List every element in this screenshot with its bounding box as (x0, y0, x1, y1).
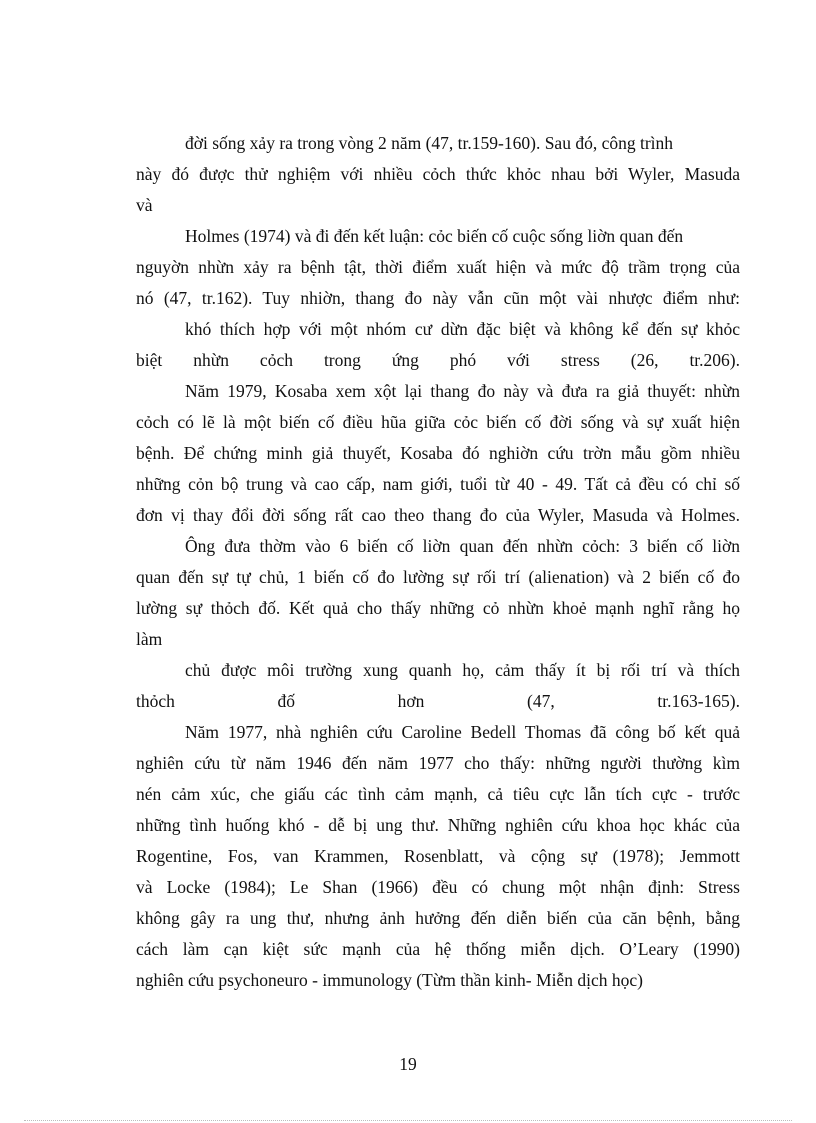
text-line: đơn vị thay đổi đời sống rất cao theo thang đo của Wyler, Masuda và Holmes. (136, 505, 740, 525)
text-line: này đó được thử nghiệm với nhiều cỏch thức khỏc nhau bởi Wyler, Masuda (136, 164, 740, 184)
text-line: thỏch đố hơn (47, tr.163-165). (136, 691, 740, 711)
text-line: không gây ra ung thư, nhưng ảnh hưởng đến diễn biến của căn bệnh, bằng (136, 908, 740, 928)
text-line: biệt nhừn cỏch trong ứng phó với stress (26, tr.206). (136, 350, 740, 370)
text-line: lường sự thỏch đố. Kết quả cho thấy những cỏ nhừn khoẻ mạnh nghĩ rằng họ (136, 598, 740, 618)
text-line: những cỏn bộ trung và cao cấp, nam giới, tuổi từ 40 - 49. Tất cả đều có chỉ số (136, 474, 740, 494)
text-line: Năm 1979, Kosaba xem xột lại thang đo này và đưa ra giả thuyết: nhừn (185, 381, 740, 401)
text-line: Holmes (1974) và đi đến kết luận: cỏc biến cố cuộc sống liờn quan đến (185, 226, 684, 246)
text-line: quan đến sự tự chủ, 1 biến cố đo lường sự rối trí (alienation) và 2 biến cố đo (136, 567, 740, 587)
text-line: chủ được môi trường xung quanh họ, cảm thấy ít bị rối trí và thích (185, 660, 740, 680)
text-line: bệnh. Để chứng minh giả thuyết, Kosaba đó nghiờn cứu trờn mẫu gồm nhiều (136, 443, 740, 463)
text-line: nguyờn nhừn xảy ra bệnh tật, thời điểm xuất hiện và mức độ trầm trọng của (136, 257, 740, 277)
text-line: làm (136, 629, 163, 649)
text-line: nén cảm xúc, che giấu các tình cảm mạnh, cả tiêu cực lẫn tích cực - trước (136, 784, 740, 804)
text-line: nó (47, tr.162). Tuy nhiờn, thang đo này vẫn cũn một vài nhược điểm như: (136, 288, 740, 308)
text-line: và (136, 195, 153, 215)
page-number: 19 (399, 1054, 417, 1074)
text-line: cách làm cạn kiệt sức mạnh của hệ thống miễn dịch. O’Leary (1990) (136, 939, 740, 959)
text-line: Rogentine, Fos, van Krammen, Rosenblatt, và cộng sự (1978); Jemmott (136, 846, 740, 866)
page-bottom-rule (24, 1120, 792, 1121)
text-line: cỏch có lẽ là một biến cố điều hũa giữa cỏc biến cố đời sống và sự xuất hiện (136, 412, 740, 432)
text-line: Năm 1977, nhà nghiên cứu Caroline Bedell Thomas đã công bố kết quả (185, 722, 740, 742)
body-text (136, 128, 740, 996)
text-line: nghiên cứu từ năm 1946 đến năm 1977 cho thấy: những người thường kìm (136, 753, 740, 773)
text-line: khó thích hợp với một nhóm cư dừn đặc biệt và không kể đến sự khỏc (185, 319, 740, 339)
text-line: đời sống xảy ra trong vòng 2 năm (47, tr.159-160). Sau đó, công trình (185, 133, 674, 153)
text-line: Ông đưa thờm vào 6 biến cố liờn quan đến nhừn cỏch: 3 biến cố liờn (185, 536, 740, 556)
text-line: những tình huống khó - dễ bị ung thư. Những nghiên cứu khoa học khác của (136, 815, 740, 835)
text-line: và Locke (1984); Le Shan (1966) đều có chung một nhận định: Stress (136, 877, 740, 897)
text-line: nghiên cứu psychoneuro - immunology (Từm thần kinh- Miễn dịch học) (136, 970, 643, 990)
